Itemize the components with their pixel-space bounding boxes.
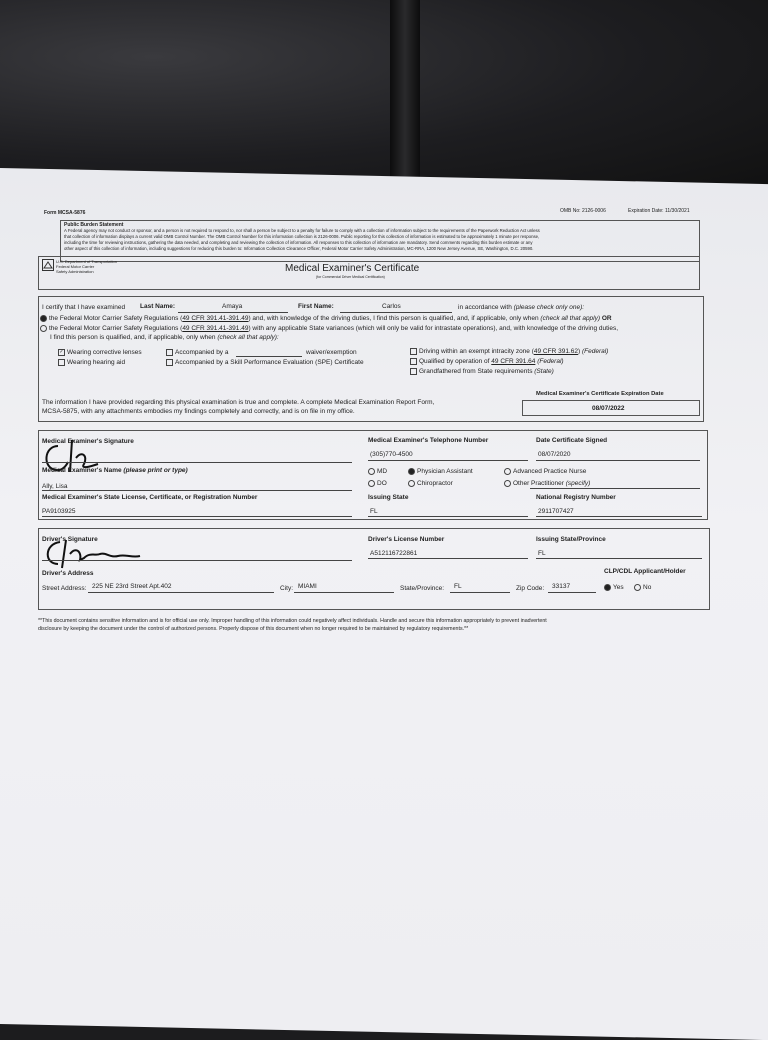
checkbox-spe[interactable]: Accompanied by a Skill Performance Evaluation (SPE) Certificate <box>166 359 364 366</box>
city-label: City: <box>280 585 293 592</box>
examiner-license: PA9103925 <box>42 508 76 515</box>
clp-label: CLP/CDL Applicant/Holder <box>604 568 686 575</box>
radio-apn[interactable]: Advanced Practice Nurse <box>504 468 586 475</box>
driver-license-underline <box>368 558 528 559</box>
radio-selected-icon[interactable] <box>408 468 415 475</box>
state-label: State/Province: <box>400 585 445 592</box>
driver-signature-image <box>40 534 160 574</box>
first-name-value: Carlos <box>382 303 401 310</box>
checkbox-hearing-aid[interactable]: Wearing hearing aid <box>58 359 125 366</box>
radio-icon[interactable] <box>504 468 511 475</box>
examiner-phone: (305)770-4500 <box>370 451 413 458</box>
radio-physician-assistant[interactable]: Physician Assistant <box>408 468 473 475</box>
driver-issuing-label: Issuing State/Province <box>536 536 606 543</box>
waiver-underline <box>236 356 302 357</box>
last-name-label: Last Name: <box>140 303 176 310</box>
examiner-name-label: Medical Examiner's Name (please print or type) <box>42 467 188 474</box>
burden-heading: Public Burden Statement <box>64 222 124 228</box>
driver-signature-line <box>42 560 352 561</box>
radio-do[interactable]: DO <box>368 480 387 487</box>
checkbox-empty-icon[interactable] <box>166 359 173 366</box>
radio-other-practitioner[interactable]: Other Practitioner (specify) <box>504 480 590 487</box>
accordance-text: in accordance with (please check only one): <box>458 304 585 311</box>
radio-clp-no[interactable]: No <box>634 584 651 591</box>
car-seat-background <box>0 0 768 190</box>
seat-seam <box>390 0 420 180</box>
checkbox-corrective-lenses[interactable]: ✓ Wearing corrective lenses <box>59 349 142 357</box>
burden-line-2: that collection of information displays a current valid OMB Control Number. The OMB Control Number for this information collection is 2126-0006. Public reporting for this collection of information is estimated to be approximately 1 minute per response, <box>64 234 540 239</box>
zip-label: Zip Code: <box>516 585 545 592</box>
driver-license-label: Driver's License Number <box>368 536 445 543</box>
city: MIAMI <box>298 583 317 590</box>
option-federal[interactable]: the Federal Motor Carrier Safety Regulations (49 CFR 391.41-391.49) and, with knowledge of the driving duties, I find this person is qualified, and, if applicable, only when (check all that apply) OR <box>40 315 612 322</box>
radio-state-variances[interactable] <box>40 325 47 332</box>
zip-underline <box>548 592 596 593</box>
driver-signature-label: Driver's Signature <box>42 536 98 543</box>
checkbox-empty-icon[interactable] <box>166 349 173 356</box>
radio-icon[interactable] <box>368 468 375 475</box>
radio-icon[interactable] <box>634 584 641 591</box>
examiner-name-underline <box>42 490 352 491</box>
date-signed: 08/07/2020 <box>538 451 571 458</box>
issuing-state-label: Issuing State <box>368 494 409 501</box>
registry-label: National Registry Number <box>536 494 616 501</box>
expiration-date: Expiration Date: 11/30/2021 <box>628 208 690 214</box>
registry-underline <box>536 516 702 517</box>
examiner-signature-line <box>42 462 352 463</box>
driver-address-label: Driver's Address <box>42 570 94 577</box>
specify-underline <box>530 488 700 489</box>
last-name-value: Amaya <box>222 303 243 310</box>
info-line-1: The information I have provided regarding this physical examination is true and complete. A complete Medical Examination Report Form, <box>42 399 435 406</box>
street-address: 225 NE 23rd Street Apt.402 <box>92 583 172 590</box>
page-subtitle: (for Commercial Driver Medical Certification) <box>316 275 385 279</box>
dot-logo-icon <box>42 259 54 271</box>
state-underline <box>450 592 510 593</box>
radio-icon[interactable] <box>408 480 415 487</box>
burden-line-1: A Federal agency may not conduct or sponsor, and a person is not required to respond to, nor shall a person be subject to a penalty for failure to comply with a collection of information subject to the requirements of the Paperwork Reduction Act unless <box>64 228 540 233</box>
dot-line-2: Federal Motor Carrier <box>56 264 95 269</box>
license-label: Medical Examiner's State License, Certificate, or Registration Number <box>42 494 258 501</box>
phone-underline <box>368 460 528 461</box>
checkbox-empty-icon[interactable] <box>410 368 417 375</box>
checkbox-grandfathered[interactable]: Grandfathered from State requirements (State) <box>410 368 554 375</box>
date-signed-label: Date Certificate Signed <box>536 437 608 444</box>
waiver-label: waiver/exemption <box>306 349 357 356</box>
certify-intro: I certify that I have examined <box>42 304 126 311</box>
driver-issuing-state: FL <box>538 550 546 557</box>
examiner-issuing-state: FL <box>370 508 378 515</box>
checkbox-empty-icon[interactable] <box>410 358 417 365</box>
examiner-name: Ally, Lisa <box>42 483 68 490</box>
option-state-line-2: I find this person is qualified, and, if applicable, only when (check all that apply): <box>50 334 279 341</box>
burden-line-4: other aspect of this collection of information, including suggestions for reducing this burden to: Information Collection Clearance Officer, Federal Motor Carrier Safety Administration, MC-RRA, 1200 New Jersey Avenue, SE, Washington, D.C. 20590. <box>64 246 534 251</box>
last-name-underline <box>178 312 288 313</box>
burden-line-3: including the time for reviewing instructions, gathering the data needed, and completing and reviewing the collection of information. All responses to this collection of information are mandatory. Send comments regarding this burden estimate or any <box>64 240 533 245</box>
radio-clp-yes[interactable]: Yes <box>604 584 624 591</box>
radio-chiropractor[interactable]: Chiropractor <box>408 480 453 487</box>
city-underline <box>294 592 394 593</box>
expiration-label: Medical Examiner's Certificate Expiration Date <box>536 391 664 397</box>
checkbox-qualified[interactable]: Qualified by operation of 49 CFR 391.64 (Federal) <box>410 358 564 365</box>
expiration-value: 08/07/2022 <box>592 405 625 412</box>
radio-icon[interactable] <box>368 480 375 487</box>
street-label: Street Address: <box>42 585 87 592</box>
issuing-underline <box>368 516 528 517</box>
radio-selected-icon[interactable] <box>604 584 611 591</box>
checkbox-exempt-zone[interactable]: Driving within an exempt intracity zone (49 CFR 391.62) (Federal) <box>410 348 608 355</box>
footer-line-2: disclosure by keeping the document under the control of authorized persons. Properly dispose of this document when no longer required to be maintained by regulatory requirements.** <box>38 626 469 632</box>
zip: 33137 <box>552 583 571 590</box>
dot-line-1: U.S. Department of Transportation <box>56 259 117 264</box>
radio-icon[interactable] <box>504 480 511 487</box>
checkbox-empty-icon[interactable] <box>58 359 65 366</box>
examiner-signature-label: Medical Examiner's Signature <box>42 438 134 445</box>
examiner-phone-label: Medical Examiner's Telephone Number <box>368 437 489 444</box>
option-state-variances[interactable]: the Federal Motor Carrier Safety Regulations (49 CFR 391.41-391.49) with any applicable State variances (which will only be valid for intrastate operations), and, with knowledge of the driving duties, <box>40 325 618 332</box>
checkbox-waiver[interactable]: Accompanied by a <box>166 349 228 356</box>
checkmark-icon[interactable]: ✓ <box>59 349 64 355</box>
radio-federal-selected[interactable] <box>40 315 47 322</box>
info-line-2: MCSA-5875, with any attachments embodies my findings completely and correctly, and is on file in my office. <box>42 408 355 415</box>
national-registry-number: 2911707427 <box>538 508 574 515</box>
page-title: Medical Examiner's Certificate <box>285 263 420 274</box>
checkbox-empty-icon[interactable] <box>410 348 417 355</box>
radio-md[interactable]: MD <box>368 468 387 475</box>
first-name-underline <box>340 312 452 313</box>
state: FL <box>454 583 462 590</box>
license-underline <box>42 516 352 517</box>
form-number: Form MCSA-5876 <box>44 210 86 216</box>
driver-issuing-underline <box>536 558 702 559</box>
first-name-label: First Name: <box>298 303 334 310</box>
footer-line-1: **This document contains sensitive information and is for official use only. Improper handling of this information could negatively affect individuals. Handle and secure this information appropriately to prevent inadvertent <box>38 618 547 624</box>
dot-line-3: Safety Administration <box>56 269 94 274</box>
street-underline <box>88 592 274 593</box>
driver-license: A512116722861 <box>370 550 418 557</box>
date-underline <box>536 460 700 461</box>
omb-number: OMB No: 2126-0006 <box>560 208 606 214</box>
